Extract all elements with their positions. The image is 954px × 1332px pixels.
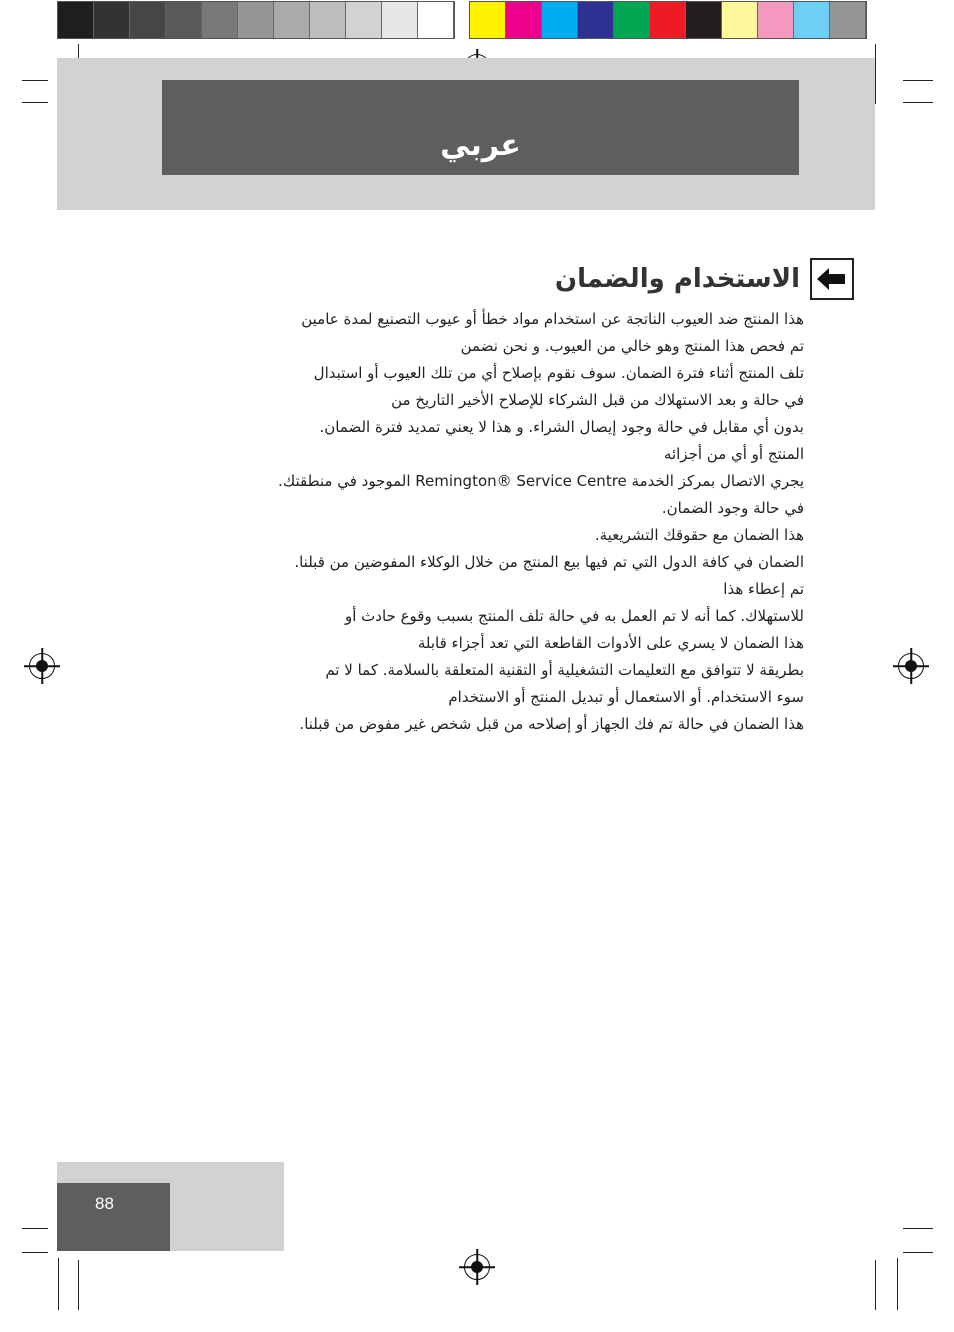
color-swatch (58, 2, 94, 38)
paragraph-line: المنتج أو أي من أجزائه (663, 445, 804, 463)
paragraph-line: سوء الاستخدام. أو الاستعمال أو تبديل المنتج أو الاستخدام (448, 688, 804, 706)
crop-mark (78, 1260, 79, 1310)
paragraph-line: في حالة وجود الضمان. (661, 499, 804, 517)
color-swatch (166, 2, 202, 38)
section-title: الاستخدام والضمان (554, 264, 800, 294)
color-swatch (506, 2, 542, 38)
registration-mark-icon (29, 653, 55, 679)
arrow-left-icon (810, 258, 854, 300)
crop-mark (58, 1258, 59, 1310)
paragraph-line: هذا الضمان مع حقوقك التشريعية. (594, 526, 804, 544)
page-number: 88 (95, 1194, 114, 1213)
registration-mark-icon (464, 1254, 490, 1280)
grayscale-swatches (57, 1, 455, 39)
header-bar (162, 80, 799, 175)
paragraph-line: يجري الاتصال بمركز الخدمة Remington® Service Centre الموجود في منطقتك. (278, 472, 804, 490)
color-swatch (758, 2, 794, 38)
paragraph-line: تم إعطاء هذا (723, 580, 804, 598)
color-swatch (578, 2, 614, 38)
color-swatch (94, 2, 130, 38)
color-swatch (542, 2, 578, 38)
paragraph-line: تم فحص هذا المنتج وهو خالي من العيوب. و نحن نضمن (460, 337, 804, 355)
crop-mark (22, 102, 48, 103)
page-title: عربي (440, 128, 521, 163)
warranty-text (150, 308, 854, 735)
paragraph-line: تلف المنتج أثناء فترة الضمان. سوف نقوم بإصلاح أي من تلك العيوب أو استبدال (313, 364, 804, 382)
color-swatch (470, 2, 506, 38)
paragraph-line: بدون أي مقابل في حالة وجود إيصال الشراء. و هذا لا يعني تمديد فترة الضمان. (319, 418, 804, 436)
paragraph-line: بطريقة لا تتوافق مع التعليمات التشغيلية أو التقنية المتعلقة بالسلامة. كما لا تم (325, 661, 804, 679)
paragraph-line: للاستهلاك. كما أنه لا تم العمل به في حالة تلف المنتج بسبب وقوع حادث أو (345, 607, 804, 625)
color-swatch (686, 2, 722, 38)
crop-mark (875, 1260, 876, 1310)
color-swatch (722, 2, 758, 38)
crop-mark (903, 102, 933, 103)
crop-mark (22, 80, 48, 81)
crop-mark (897, 1258, 898, 1310)
crop-mark (22, 1228, 48, 1229)
paragraph-line: الضمان في كافة الدول التي تم فيها بيع المنتج من خلال الوكلاء المفوضين من قبلنا. (294, 553, 804, 571)
warranty-section (150, 258, 854, 740)
color-swatch (130, 2, 166, 38)
paragraph-line: هذا الضمان لا يسري على الأدوات القاطعة التي تعد أجزاء قابلة (417, 634, 804, 652)
crop-mark (903, 80, 933, 81)
crop-mark (903, 1252, 933, 1253)
color-calibration-bar (57, 0, 867, 39)
section-heading (150, 258, 854, 300)
crop-mark (22, 1252, 48, 1253)
color-swatch (274, 2, 310, 38)
color-swatch (310, 2, 346, 38)
color-swatch (614, 2, 650, 38)
color-swatch (346, 2, 382, 38)
color-swatch (238, 2, 274, 38)
crop-mark (875, 44, 876, 104)
process-color-swatches (469, 1, 867, 39)
color-swatch (794, 2, 830, 38)
color-swatch (650, 2, 686, 38)
color-swatch (830, 2, 866, 38)
crop-mark (903, 1228, 933, 1229)
color-swatch (202, 2, 238, 38)
paragraph-line: هذا المنتج ضد العيوب الناتجة عن استخدام مواد خطأ أو عيوب التصنيع لمدة عامين (301, 310, 804, 328)
paragraph-line: هذا الضمان في حالة تم فك الجهاز أو إصلاحه من قبل شخص غير مفوض من قبلنا. (299, 715, 804, 733)
paragraph-line: في حالة و بعد الاستهلاك من قبل الشركاء للإصلاح الأخير التاريخ من (391, 391, 804, 409)
color-swatch (382, 2, 418, 38)
registration-mark-icon (898, 653, 924, 679)
color-swatch (418, 2, 454, 38)
